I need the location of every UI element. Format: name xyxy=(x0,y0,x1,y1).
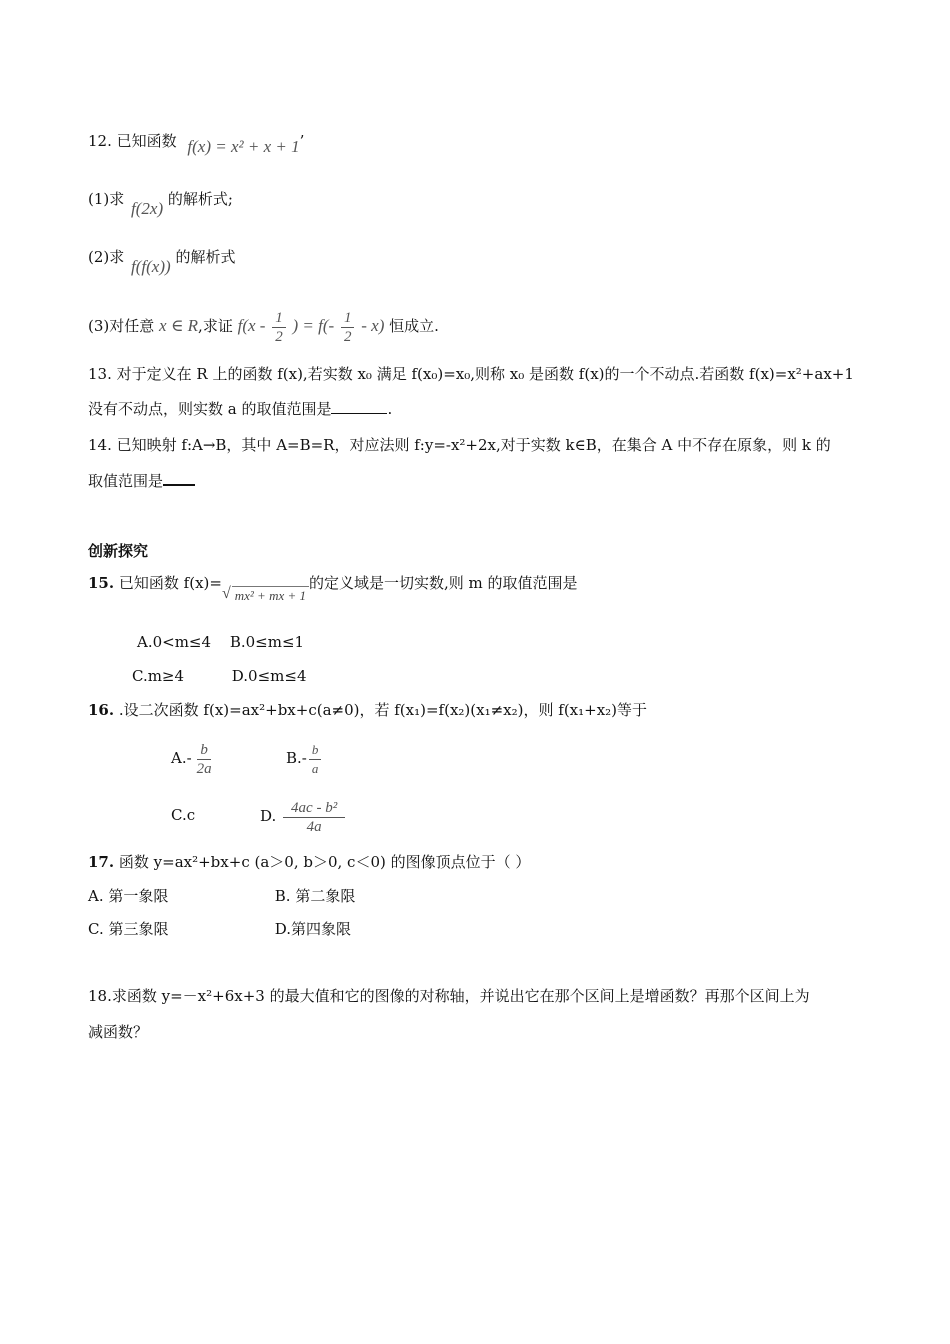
q12-prefix: 12. 已知函数 xyxy=(88,132,177,150)
q16-option-a xyxy=(171,736,217,780)
fraction-denominator: 2 xyxy=(343,328,352,345)
q12-part2 xyxy=(88,246,236,276)
q13-line2-text: 没有不动点，则实数 a 的取值范围是 xyxy=(88,400,332,418)
q17-option-b: B. 第二象限 xyxy=(274,887,356,905)
q12-part3-label: (3)对任意 xyxy=(88,317,155,335)
q16-text: .设二次函数 f(x)=ax²+bx+c(a≠0)，若 f(x₁)=f(x₂)(x₁≠x₂)，则 f(x₁+x₂)等于 xyxy=(118,701,648,719)
q12-formula: f(x) = x² + x + 1 xyxy=(187,137,300,156)
q12-part2-label: (2)求 xyxy=(88,248,125,266)
q15-option-c: C.m≥4 xyxy=(132,667,185,685)
q15-options-row1 xyxy=(137,631,304,653)
fraction-numerator: b xyxy=(197,741,211,760)
q12-part1-expr: f(2x) xyxy=(131,199,164,218)
q15-option-d: D.0≤m≤4 xyxy=(231,667,307,685)
q16-number: 16. xyxy=(88,701,115,719)
q16-option-a-fraction xyxy=(194,741,215,778)
q15-option-a: A.0<m≤4 xyxy=(137,633,212,651)
q12-part3-lhs-a: f(x - xyxy=(237,316,266,335)
q14-line2 xyxy=(88,470,195,492)
q18-line2: 减函数？ xyxy=(88,1023,149,1041)
q17-options-row2 xyxy=(88,918,351,940)
q13-line2-end: . xyxy=(387,400,393,418)
q12-part3-text: 恒成立. xyxy=(389,317,439,335)
answer-blank xyxy=(331,399,387,414)
q13-line1: 13. 对于定义在 R 上的函数 f(x),若实数 x₀ 满足 f(x₀)=x₀,则称 x₀ 是函数 f(x)的一个不动点.若函数 f(x)=x²+ax+1 xyxy=(88,365,854,383)
q16-option-d-fraction xyxy=(283,799,345,836)
fraction-denominator: 2a xyxy=(196,760,212,777)
fraction-numerator: 1 xyxy=(272,309,286,328)
q17-option-c: C. 第三象限 xyxy=(88,920,169,938)
q15-number: 15. xyxy=(88,574,115,592)
q15-options-row2 xyxy=(132,665,307,687)
q12-line xyxy=(88,130,305,156)
q15-line xyxy=(88,572,578,603)
q17-text: 函数 y=ax²+bx+c (a＞0, b＞0, c＜0) 的图像顶点位于（ ） xyxy=(118,853,531,871)
q17-number: 17. xyxy=(88,853,115,871)
fraction-numerator: b xyxy=(309,741,322,760)
q12-part2-text: 的解析式 xyxy=(175,248,236,266)
q15-radicand: mx² + mx + 1 xyxy=(232,586,309,605)
fraction-numerator: 1 xyxy=(341,309,355,328)
fraction-denominator: a xyxy=(311,760,319,776)
q18-line1: 18.求函数 y=－x²+6x+3 的最大值和它的图像的对称轴，并说出它在那个区间上是增函数？再那个区间上为 xyxy=(88,987,810,1005)
q17-option-d: D.第四象限 xyxy=(274,920,352,938)
fraction-numerator: 4ac - b² xyxy=(283,799,345,818)
q16-option-d-label: D. xyxy=(260,807,277,825)
q12-part1-text: 的解析式; xyxy=(167,190,233,208)
q16-option-a-label: A.- xyxy=(171,749,192,767)
q13-line2 xyxy=(88,398,392,420)
q12-part3-cond: x ∈ R xyxy=(159,316,199,335)
q12-part3-mid: ,求证 xyxy=(198,317,233,335)
q17-option-a: A. 第一象限 xyxy=(88,887,169,905)
section-title: 创新探究 xyxy=(88,542,149,560)
q12-part3-rhs-b: - x) xyxy=(361,316,385,335)
q12-suffix: ’ xyxy=(299,132,305,150)
q17-options-row1 xyxy=(88,885,355,907)
q17-line xyxy=(88,851,530,873)
fraction-denominator: 4a xyxy=(306,818,322,835)
fraction-denominator: 2 xyxy=(275,328,283,345)
q12-part1-label: (1)求 xyxy=(88,190,125,208)
q16-option-b xyxy=(286,736,323,780)
q16-option-b-label: B.- xyxy=(286,749,307,767)
q12-part3-lhs-b: ) = f(- xyxy=(292,316,335,335)
sqrt-icon: √ xyxy=(221,585,231,602)
q16-option-c: C.c xyxy=(171,806,196,824)
q12-part3 xyxy=(88,306,439,346)
q16-option-d xyxy=(260,794,347,838)
q16-line xyxy=(88,699,647,721)
q15-sqrt xyxy=(222,583,309,605)
q12-part1 xyxy=(88,188,233,218)
q12-half-fraction-1 xyxy=(272,309,286,346)
q14-line1: 14. 已知映射 f:A→B，其中 A=B=R，对应法则 f:y=-x²+2x,对于实数 k∈B，在集合 A 中不存在原象，则 k 的 xyxy=(88,436,831,454)
q12-half-fraction-2 xyxy=(341,309,355,346)
q14-line2-text: 取值范围是 xyxy=(88,472,164,490)
q15-post: 的定义域是一切实数,则 m 的取值范围是 xyxy=(309,574,578,592)
q16-option-b-fraction xyxy=(309,741,322,778)
q12-part2-expr: f(f(x)) xyxy=(131,257,171,276)
q15-pre: 已知函数 f(x)= xyxy=(118,574,222,592)
answer-blank xyxy=(163,470,195,486)
q15-option-b: B.0≤m≤1 xyxy=(229,633,305,651)
